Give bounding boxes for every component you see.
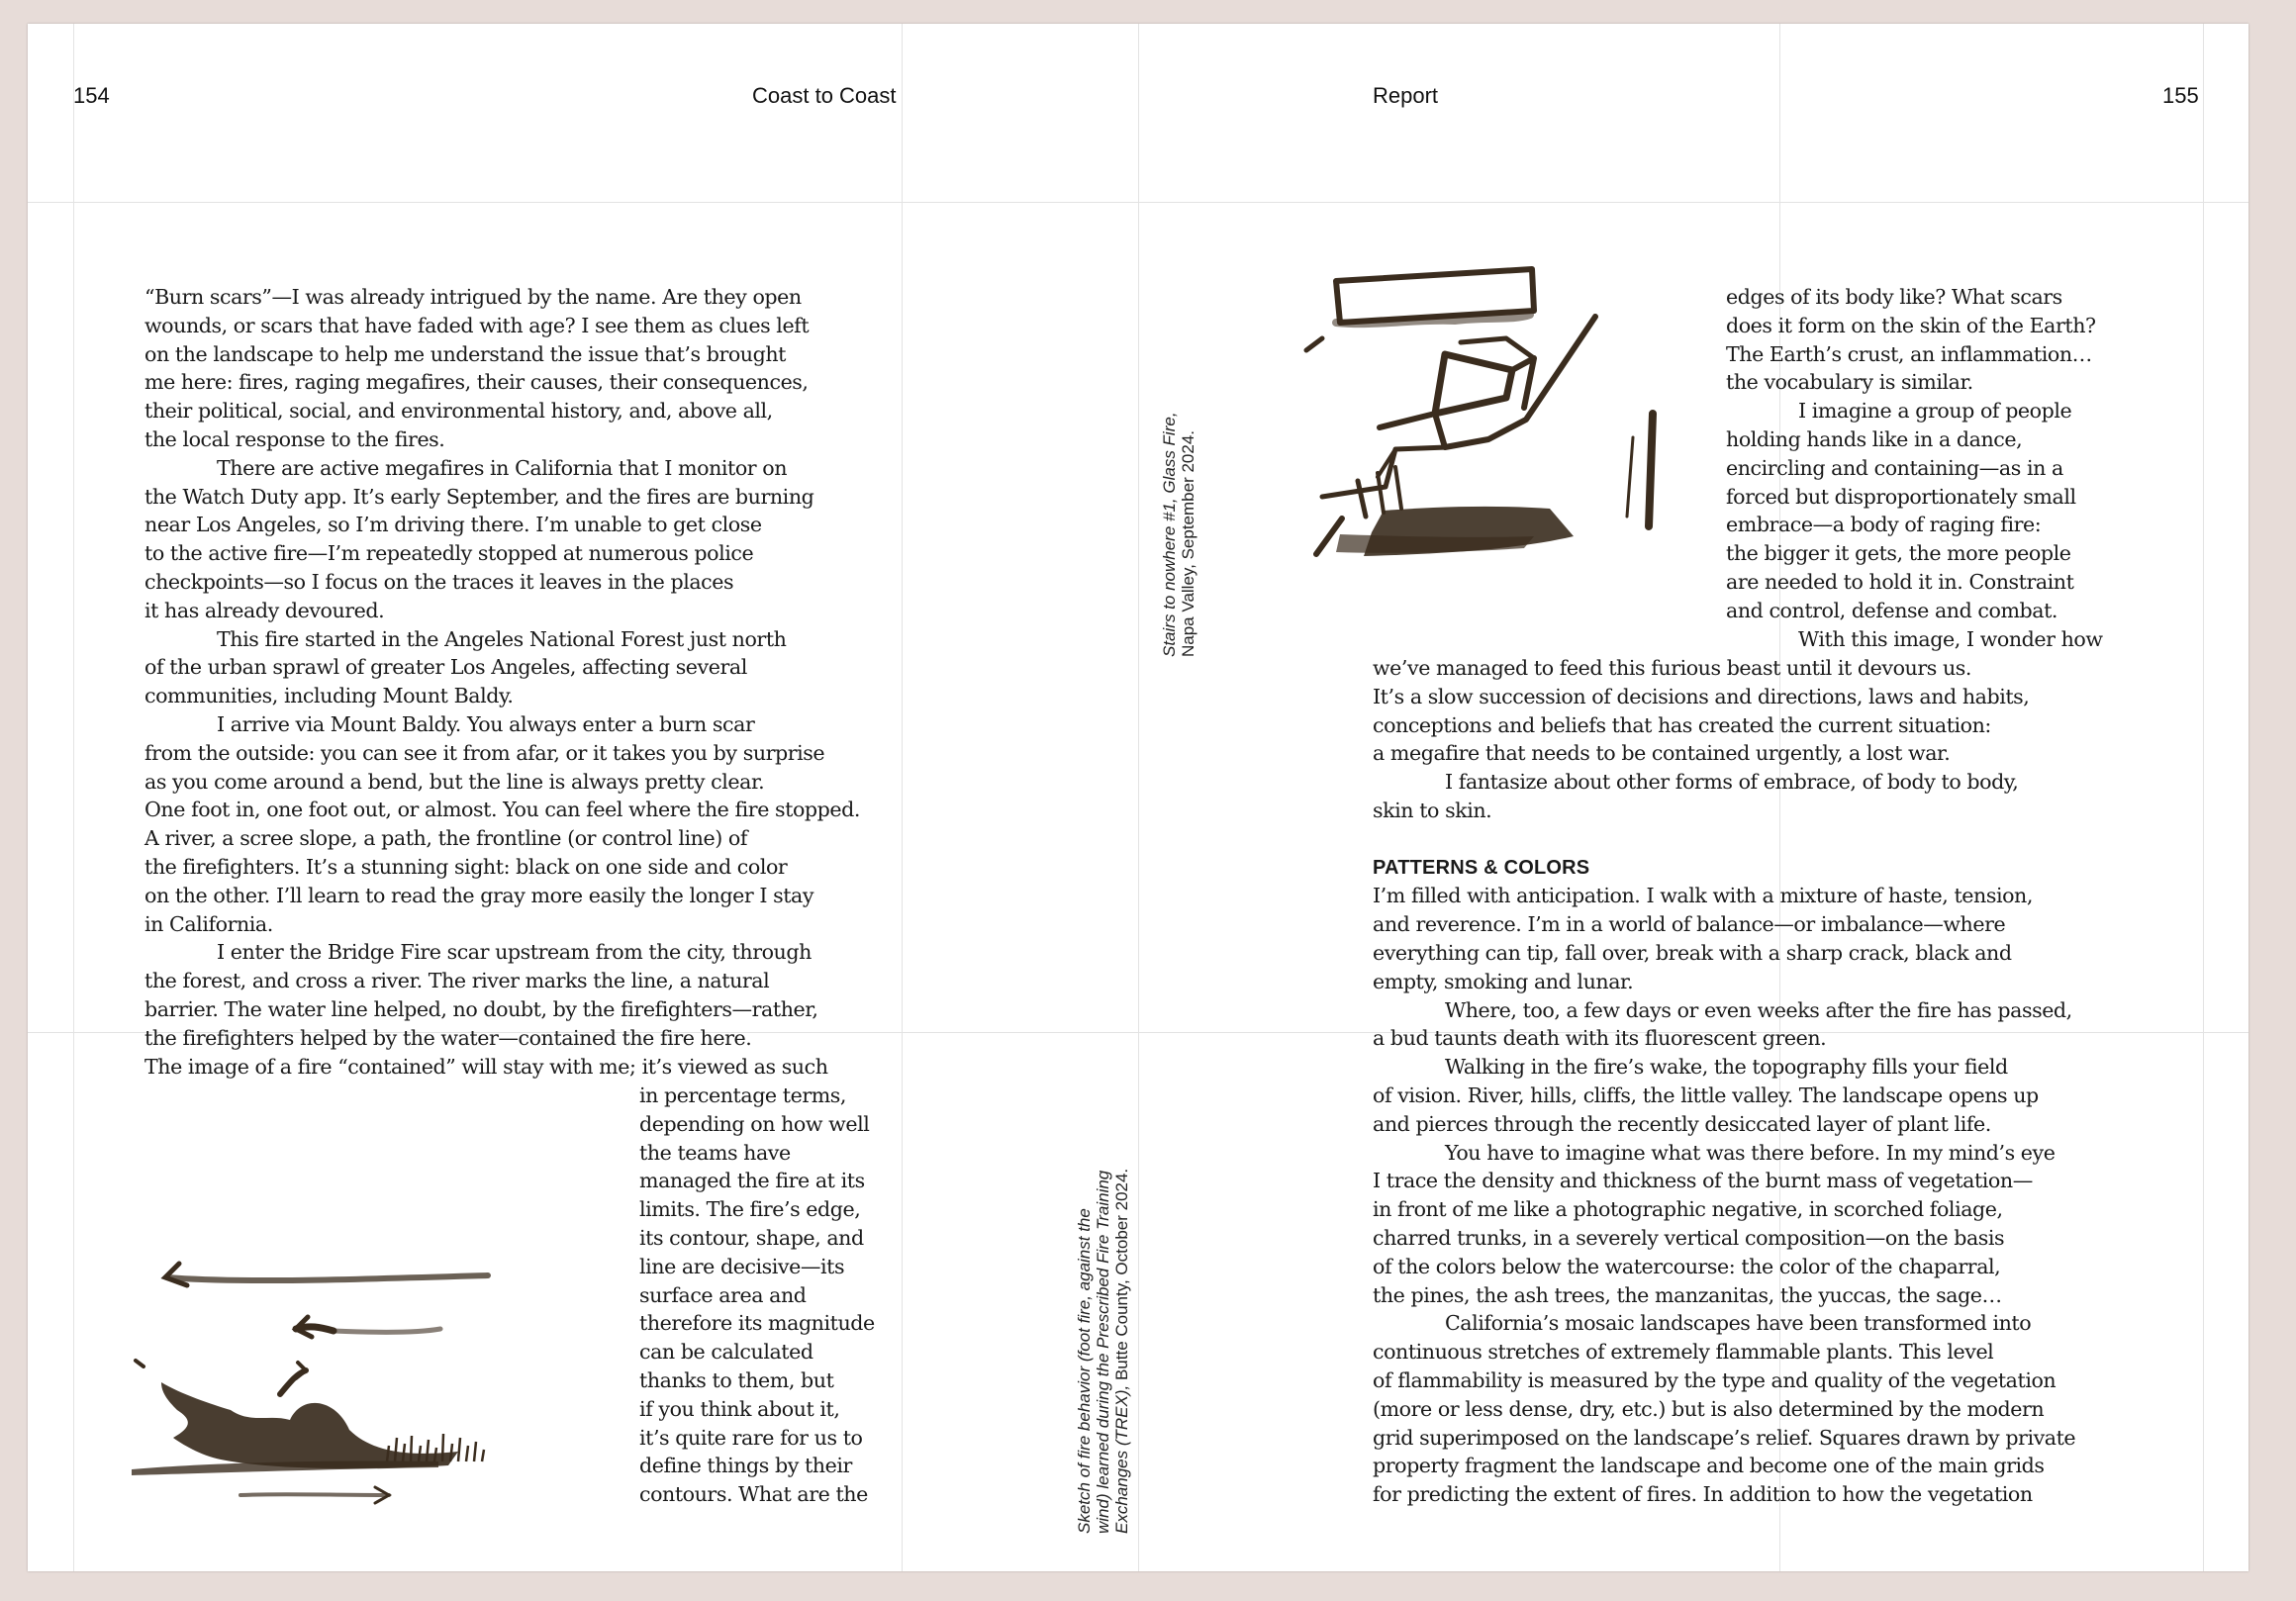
text-line: One foot in, one foot out, or almost. You can feel where the fire stopped. bbox=[144, 798, 860, 822]
text-line: California’s mosaic landscapes have been transformed into bbox=[1445, 1311, 2032, 1336]
text-line bbox=[1373, 825, 2194, 854]
text-line: are needed to hold it in. Constraint bbox=[1726, 569, 2074, 594]
text-line: You have to imagine what was there before. In my mind’s eye bbox=[1445, 1140, 2056, 1165]
text-line: the forest, and cross a river. The river marks the line, a natural bbox=[144, 969, 770, 993]
text-line: The image of a fire “contained” will stay with me; it’s viewed as such bbox=[144, 1054, 828, 1079]
book-spread bbox=[28, 24, 2248, 1571]
text-line: managed the fire at its bbox=[639, 1169, 865, 1193]
text-line: of the colors below the watercourse: the color of the chaparral, bbox=[1373, 1254, 2001, 1278]
text-line: if you think about it, bbox=[639, 1396, 840, 1421]
stairs-caption bbox=[1160, 412, 1197, 657]
text-line: I arrive via Mount Baldy. You always enter a burn scar bbox=[217, 711, 755, 736]
text-line: “Burn scars”—I was already intrigued by the name. Are they open bbox=[144, 285, 802, 309]
fire-sketch-caption-line1: Sketch of fire behavior (foot fire, against the bbox=[1075, 1208, 1094, 1534]
left-page-number: 154 bbox=[73, 83, 110, 108]
text-line: on the other. I’ll learn to read the gray more easily the longer I stay bbox=[144, 883, 814, 907]
text-line: it has already devoured. bbox=[144, 598, 385, 622]
text-line: conceptions and beliefs that has created the current situation: bbox=[1373, 712, 1991, 737]
fire-sketch-caption-line3 bbox=[1112, 1169, 1131, 1534]
text-line: the pines, the ash trees, the manzanitas, the yuccas, the sage… bbox=[1373, 1282, 2002, 1307]
text-line: skin to skin. bbox=[1373, 798, 1492, 822]
text-line: This fire started in the Angeles National Forest just north bbox=[217, 626, 787, 651]
text-line: of flammability is measured by the type and quality of the vegetation bbox=[1373, 1367, 2057, 1392]
text-line: embrace—a body of raging fire: bbox=[1726, 513, 2042, 537]
text-line: near Los Angeles, so I’m driving there. I’m unable to get close bbox=[144, 513, 762, 537]
text-line: the firefighters. It’s a stunning sight: black on one side and color bbox=[144, 854, 788, 879]
text-line: I fantasize about other forms of embrace, of body to body, bbox=[1445, 770, 2019, 795]
left-page-text bbox=[144, 283, 936, 1081]
text-line: wounds, or scars that have faded with age? I see them as clues left bbox=[144, 313, 810, 337]
fire-sketch-caption-place: Butte County, October 2024. bbox=[1112, 1168, 1131, 1385]
stairs-caption-title: Stairs to nowhere #1, Glass Fire, bbox=[1160, 412, 1179, 657]
text-line: surface area and bbox=[639, 1282, 807, 1307]
text-line: (more or less dense, dry, etc.) but is also determined by the modern bbox=[1373, 1396, 2045, 1421]
text-line: of the urban sprawl of greater Los Angeles, affecting several bbox=[144, 655, 747, 680]
text-line: Walking in the fire’s wake, the topography fills your field bbox=[1445, 1055, 2008, 1080]
text-line: I enter the Bridge Fire scar upstream from the city, through bbox=[217, 940, 812, 965]
text-line: edges of its body like? What scars bbox=[1726, 285, 2062, 309]
text-line: in percentage terms, bbox=[639, 1083, 847, 1107]
text-line: we’ve managed to feed this furious beast until it devours us. bbox=[1373, 656, 1971, 680]
text-line: limits. The fire’s edge, bbox=[639, 1197, 861, 1222]
text-line: property fragment the landscape and become one of the main grids bbox=[1373, 1454, 2045, 1478]
text-line: me here: fires, raging megafires, their causes, their consequences, bbox=[144, 370, 809, 395]
text-line: With this image, I wonder how bbox=[1798, 626, 2103, 651]
text-line: charred trunks, in a severely vertical composition—on the basis bbox=[1373, 1225, 2005, 1250]
stairs-ink-drawing bbox=[1277, 239, 1692, 576]
text-line: on the landscape to help me understand the issue that’s brought bbox=[144, 341, 786, 366]
section-heading: PATTERNS & COLORS bbox=[1373, 856, 1590, 879]
text-line: and control, defense and combat. bbox=[1726, 598, 2058, 622]
text-line: barrier. The water line helped, no doubt, by the firefighters—rather, bbox=[144, 996, 818, 1021]
text-line: can be calculated bbox=[639, 1340, 813, 1365]
right-page-number: 155 bbox=[2162, 83, 2199, 108]
left-page-narrow-text bbox=[639, 1082, 936, 1509]
text-line: a megafire that needs to be contained urgently, a lost war. bbox=[1373, 741, 1951, 766]
left-running-head: Coast to Coast bbox=[752, 83, 897, 108]
right-page-text bbox=[1373, 654, 2194, 1509]
text-line: in front of me like a photographic negative, in scorched foliage, bbox=[1373, 1197, 2003, 1222]
text-line: I imagine a group of people bbox=[1798, 399, 2072, 424]
text-line: from the outside: you can see it from afar, or it takes you by surprise bbox=[144, 740, 825, 765]
text-line: checkpoints—so I focus on the traces it leaves in the places bbox=[144, 569, 734, 594]
text-line: it’s quite rare for us to bbox=[639, 1425, 863, 1450]
text-line: define things by their bbox=[639, 1454, 852, 1478]
text-line: thanks to them, but bbox=[639, 1367, 834, 1392]
text-line: It’s a slow succession of decisions and directions, laws and habits, bbox=[1373, 684, 2030, 708]
grid-guide bbox=[2203, 24, 2204, 1571]
text-line: its contour, shape, and bbox=[639, 1225, 864, 1250]
text-line: Where, too, a few days or even weeks after the fire has passed, bbox=[1445, 997, 2072, 1022]
text-line: the bigger it gets, the more people bbox=[1726, 541, 2071, 566]
right-page-wrapped-text bbox=[1726, 283, 2181, 653]
fire-sketch-caption-program: Exchanges (TREX), bbox=[1112, 1384, 1131, 1534]
page-gutter bbox=[1138, 24, 1139, 1571]
text-line: A river, a scree slope, a path, the frontline (or control line) of bbox=[144, 826, 748, 851]
text-line: The Earth’s crust, an inflammation… bbox=[1726, 341, 2092, 366]
text-line: contours. What are the bbox=[639, 1482, 868, 1507]
grid-guide bbox=[73, 24, 74, 1571]
text-line: encircling and containing—as in a bbox=[1726, 455, 2063, 480]
text-line: forced but disproportionately small bbox=[1726, 484, 2076, 509]
text-line: I trace the density and thickness of the burnt mass of vegetation— bbox=[1373, 1169, 2033, 1193]
text-line: depending on how well bbox=[639, 1111, 870, 1136]
text-line: and pierces through the recently desiccated layer of plant life. bbox=[1373, 1111, 1991, 1136]
text-line: therefore its magnitude bbox=[639, 1311, 875, 1336]
text-line: for predicting the extent of fires. In addition to how the vegetation bbox=[1373, 1482, 2033, 1507]
fire-sketch-caption bbox=[1075, 1169, 1131, 1534]
text-line: the Watch Duty app. It’s early September, and the fires are burning bbox=[144, 484, 814, 509]
text-line: as you come around a bend, but the line is always pretty clear. bbox=[144, 769, 765, 794]
right-running-head: Report bbox=[1373, 83, 1439, 108]
grid-guide bbox=[28, 202, 2248, 203]
text-line: continuous stretches of extremely flammable plants. This level bbox=[1373, 1340, 1994, 1365]
text-line: of vision. River, hills, cliffs, the little valley. The landscape opens up bbox=[1373, 1083, 2039, 1107]
text-line: the vocabulary is similar. bbox=[1726, 370, 1973, 395]
text-line: the teams have bbox=[639, 1140, 791, 1165]
text-line: communities, including Mount Baldy. bbox=[144, 684, 514, 708]
text-line: in California. bbox=[144, 911, 273, 936]
fire-sketch-caption-line2: wind) learned during the Prescribed Fire Training bbox=[1094, 1170, 1112, 1534]
text-line: to the active fire—I’m repeatedly stopped at numerous police bbox=[144, 541, 754, 566]
text-line: line are decisive—its bbox=[639, 1254, 845, 1278]
text-line: There are active megafires in California that I monitor on bbox=[217, 455, 788, 480]
text-line: does it form on the skin of the Earth? bbox=[1726, 313, 2096, 337]
text-line: the local response to the fires. bbox=[144, 426, 445, 451]
text-line: and reverence. I’m in a world of balance—or imbalance—where bbox=[1373, 912, 2006, 937]
fire-behavior-ink-drawing bbox=[122, 1226, 636, 1543]
stairs-caption-location: Napa Valley, September 2024. bbox=[1179, 429, 1197, 657]
text-line: grid superimposed on the landscape’s relief. Squares drawn by private bbox=[1373, 1425, 2076, 1450]
text-line: their political, social, and environmental history, and, above all, bbox=[144, 399, 773, 424]
text-line: holding hands like in a dance, bbox=[1726, 426, 2023, 451]
text-line: everything can tip, fall over, break with a sharp crack, black and bbox=[1373, 940, 2012, 965]
text-line: empty, smoking and lunar. bbox=[1373, 969, 1634, 993]
text-line: the firefighters helped by the water—contained the fire here. bbox=[144, 1025, 752, 1050]
text-line: I’m filled with anticipation. I walk with a mixture of haste, tension, bbox=[1373, 884, 2033, 908]
text-line: a bud taunts death with its fluorescent green. bbox=[1373, 1026, 1827, 1051]
